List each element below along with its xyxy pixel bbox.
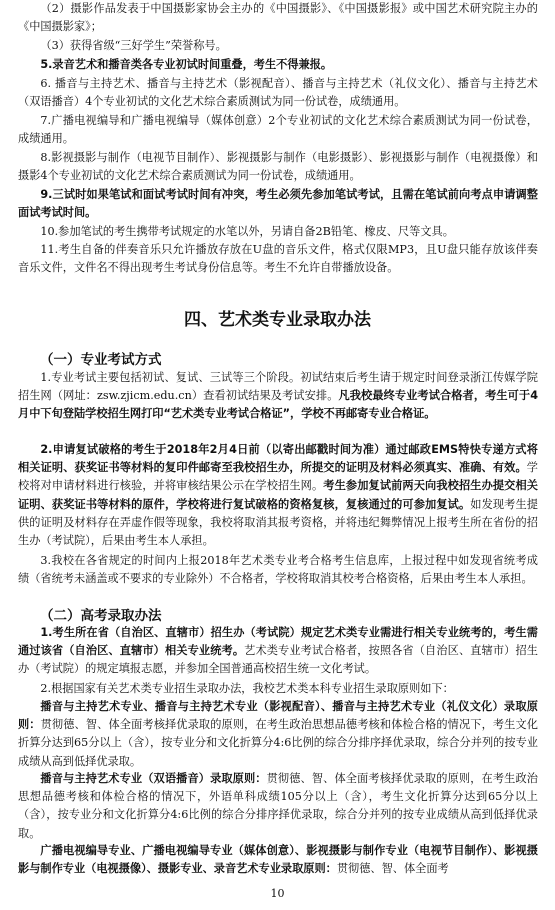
exam-method-p1-text: 1.专业考试主要包括初试、复试、三试等三个阶段。初试结束后考生请于规定时间登录浙江传媒学院招生网（网址：zsw.zjicm.edu.cn）查看初试结果及考试安排。 <box>18 371 538 403</box>
rule-item-8: 8.影视摄影与制作（电视节目制作）、影视摄影与制作（电影摄影）、影视摄影与制作（电视摄像）和摄影4个专业初试的文化艺术综合素质测试为同一份试卷，成绩通用。 <box>18 151 538 183</box>
exam-method-paragraph-3: 3.我校在各省规定的时间内上报2018年艺术类专业考合格考生信息库，上报过程中如发现省统考成绩（省统考未涵盖或不要求的专业除外）不合格者，学校将取消其校考合格资格，后果由考生本人承担。 <box>18 554 538 586</box>
admission-rule-broadcasting-head: 播音与主持艺术专业、播音与主持艺术专业（影视配音）、播音与主持艺术专业（礼仪文化）录取原则： <box>18 700 538 732</box>
award-item-3: （3）获得省级“三好学生”荣誉称号。 <box>40 39 227 52</box>
exam-method-p2-bold-1: 2.申请复试破格的考生于2018年2月4日前（以寄出邮戳时间为准）通过邮政EMS特快专递方式将相关证明、获奖证书等材料的复印件邮寄至我校招生办，所提交的证明及材料必须真实、准确、有效。 <box>18 443 538 475</box>
admission-rule-directing-body: 贯彻德、智、体全面考 <box>336 862 449 876</box>
admission-rule-directing-head: 广播电视编导专业、广播电视编导专业（媒体创意）、影视摄影与制作专业（电视节目制作）、影视摄影与制作专业（电视摄像）、摄影专业、录音艺术专业录取原则： <box>18 844 538 876</box>
admission-p1-bold: 1.考生所在省（自治区、直辖市）招生办（考试院）规定艺术类专业需进行相关专业统考的，考生需通过该省（自治区、直辖市）相关专业统考。 <box>18 626 538 658</box>
exam-method-paragraph-1 <box>18 369 538 424</box>
admission-rule-bilingual-head: 播音与主持艺术专业（双语播音）录取原则： <box>40 772 267 785</box>
subsection-heading-admission: （二）高考录取办法 <box>40 608 162 624</box>
rule-item-5: 5.录音艺术和播音类各专业初试时间重叠，考生不得兼报。 <box>40 58 333 71</box>
section-title: 四、艺术类专业录取办法 <box>184 310 371 330</box>
subsection-heading-exam-method: （一）专业考试方式 <box>40 352 162 368</box>
exam-method-paragraph-2 <box>18 441 538 550</box>
admission-paragraph-2: 2.根据国家有关艺术类专业招生录取办法，我校艺术类本科专业招生录取原则如下： <box>40 682 454 695</box>
page-number: 10 <box>270 887 285 900</box>
rule-item-11: 11.考生自备的伴奏音乐只允许播放存放在U盘的音乐文件，格式仅限MP3，且U盘只能存放该伴奏音乐文件，文件名不得出现考生考试身份信息等。考生不允许自带播放设备。 <box>18 243 538 275</box>
admission-rule-broadcasting <box>18 698 538 771</box>
award-item-2: （2）摄影作品发表于中国摄影家协会主办的《中国摄影》、《中国摄影报》或中国艺术研究院主办的《中国摄影家》； <box>18 2 538 34</box>
exam-method-p2-text-2: 如发现考生提供的证明及材料存在弄虚作假等现象，我校将取消其报考资格，并将违纪舞弊情况上报考生所在省份的招生办（考试院），后果由考生本人承担。 <box>18 497 538 548</box>
rule-item-7: 7.广播电视编导和广播电视编导（媒体创意）2个专业初试的文化艺术综合素质测试为同一份试卷，成绩通用。 <box>18 114 538 146</box>
rule-item-9: 9.三试时如果笔试和面试考试时间有冲突，考生必须先参加笔试考试，且需在笔试前向考点申请调整面试考试时间。 <box>18 188 538 220</box>
admission-paragraph-1 <box>18 624 538 679</box>
admission-p1-text: 艺术类专业考试合格者，按照各省（自治区、直辖市）招生办（考试院）的规定填报志愿，并参加全国普通高校招生统一文化考试。 <box>18 644 538 676</box>
admission-rule-bilingual-body: 贯彻德、智、体全面考核择优录取的原则，在考生政治思想品德考核和体检合格的情况下，外语单科成绩105分以上（含），考生文化折算分达到65分以上（含），按专业分和文化折算分4:6比例的综合分排序择优录取，综合分并列的按专业成绩从高到低择优录取。 <box>18 772 538 840</box>
exam-method-p2-text-1: 学校将对申请材料进行核验，并将审核结果公示在学校招生网。 <box>18 461 538 493</box>
rule-item-6: 6. 播音与主持艺术、播音与主持艺术（影视配音）、播音与主持艺术（礼仪文化）、播音与主持艺术（双语播音）4个专业初试的文化艺术综合素质测试为同一份试卷，成绩通用。 <box>18 77 538 109</box>
admission-rule-broadcasting-body: 贯彻德、智、体全面考核择优录取的原则，在考生政治思想品德考核和体检合格的情况下，考生文化折算分达到65分以上（含），按专业分和文化折算分4:6比例的综合分排序择优录取，综合分并列的按专业成绩从高到低择优录取。 <box>18 718 538 768</box>
admission-rule-directing <box>18 842 538 878</box>
exam-method-p1-bold: 凡我校最终专业考试合格者，考生可于4月中下旬登陆学校招生网打印“艺术类专业考试合格证”，学校不再邮寄专业合格证。 <box>18 389 538 421</box>
admission-rule-bilingual <box>18 770 538 843</box>
exam-method-p2-bold-2: 考生参加复试前两天向我校招生办提交相关证明、获奖证书等材料的原件，学校将进行复试破格的资格复核，复核通过的可参加复试。 <box>18 479 538 511</box>
rule-item-10: 10.参加笔试的考生携带考试规定的水笔以外，另请自备2B铅笔、橡皮、尺等文具。 <box>40 225 454 238</box>
